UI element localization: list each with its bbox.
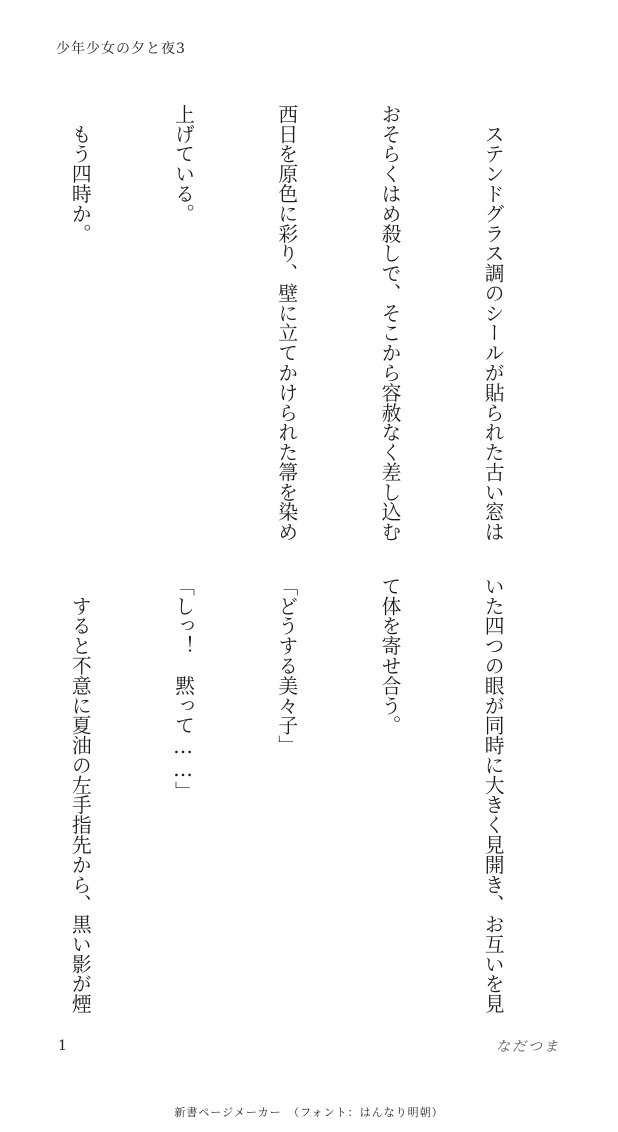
text-line: すると不意に夏油の左手指先から、黒い影が煙 bbox=[68, 576, 92, 1014]
text-line: おそらくはめ殺しで、そこから容赦なく差し込む bbox=[377, 104, 401, 542]
text-line: いた四つの眼が同時に大きく見開き、お互いを見 bbox=[481, 576, 505, 1014]
text-line: 「しっ！ 黙って……」 bbox=[171, 576, 195, 802]
text-line: ステンドグラス調のシールが貼られた古い窓は bbox=[481, 104, 505, 542]
text-line: もう四時か。 bbox=[68, 104, 92, 244]
page-number: 1 bbox=[58, 1038, 67, 1054]
text-line: て体を寄せ合う。 bbox=[377, 576, 401, 736]
text-block-lower bbox=[0, 576, 578, 1014]
text-line: 上げている。 bbox=[171, 104, 195, 224]
author-name: なだつま bbox=[496, 1039, 560, 1055]
footer-credit: 新書ページメーカー （フォント：はんなり明朝） bbox=[174, 1106, 444, 1119]
text-block-upper bbox=[0, 104, 578, 542]
text-line: 西日を原色に彩り、壁に立てかけられた箒を染め bbox=[274, 104, 298, 542]
document-title: 少年少女の夕と夜3 bbox=[56, 41, 186, 57]
text-line: 「どうする美々子」 bbox=[274, 576, 298, 756]
